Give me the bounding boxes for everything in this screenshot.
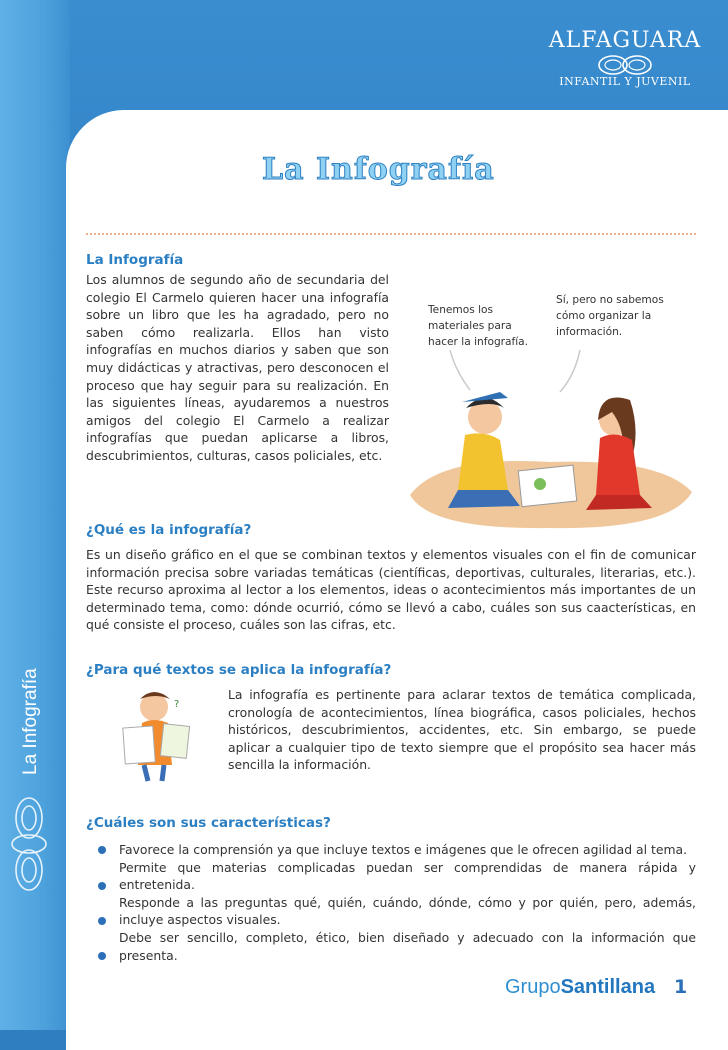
speech-bubble-girl: Sí, pero no sabemos cómo organizar la información. <box>556 294 664 338</box>
sidebar-label: La Infografía <box>20 668 41 775</box>
intro-heading: La Infografía <box>86 252 184 268</box>
publisher-logo <box>540 28 710 88</box>
kid-with-paper-icon <box>118 685 198 785</box>
brand-subtitle: INFANTIL Y JUVENIL <box>559 75 691 88</box>
use-paragraph: La infografía es pertinente para aclarar textos de temática complicada, cronología de acontecimientos, línea biográfica, casos policiales, hechos históricos, descubrimientos, accidentes, etc. Sin embargo, se puede aplicar a cualquier tipo de texto siempre que el propósito sea hacer más sencilla la información. <box>228 687 696 773</box>
list-item: Responde a las preguntas qué, quién, cuándo, dónde, cómo y por quién, pero, además, incluye aspectos visuales. <box>96 894 696 929</box>
page-title: La Infografía <box>262 152 495 187</box>
kid-reading-illustration <box>118 685 198 785</box>
list-item: Permite que materias complicadas puedan ser comprendidas de manera rápida y entretenida. <box>96 859 696 894</box>
what-heading: ¿Qué es la infografía? <box>86 522 252 538</box>
features-list <box>96 841 696 964</box>
knot-emblem-icon <box>8 790 50 900</box>
use-heading: ¿Para qué textos se aplica la infografía? <box>86 662 392 678</box>
intro-paragraph: Los alumnos de segundo año de secundaria del colegio El Carmelo quieren hacer una infografía sobre un libro que les ha agradado, pero no saben cómo realizarla. Ellos han visto infografías en muchos diarios y saben que son muy didácticas y atractivas, pero desconocen el proceso que hay seguir para su realización. En las siguientes líneas, ayudaremos a nuestros amigos del colegio El Carmelo a realizar infografías que puedan aplicarse a libros, descubrimientos, culturas, casos policiales, etc. <box>86 272 389 463</box>
list-item: Debe ser sencillo, completo, ético, bien diseñado y adecuado con la información que presenta. <box>96 929 696 964</box>
features-heading: ¿Cuáles son sus características? <box>86 815 331 831</box>
title-divider <box>86 233 696 235</box>
footer-brand: GrupoSantillana <box>505 976 656 998</box>
bullet-icon <box>98 917 106 925</box>
what-paragraph: Es un diseño gráfico en el que se combinan textos y elementos visuales con el fin de comunicar información precisa sobre variadas temáticas (científicas, deportivas, culturales, literarias, etc.). Este recurso aproxima al lector a los elementos, ideas o acontecimientos más importantes de un determinado tema, como: dónde ocurrió, cómo se llevó a cabo, cuáles son sus caacterísticas, en qué consiste el proceso, cuáles son las cifras, etc. <box>86 547 696 633</box>
bullet-icon <box>98 882 106 890</box>
list-item: Favorece la comprensión ya que incluye textos e imágenes que le ofrecen agilidad al tema. <box>96 841 696 859</box>
svg-text:?: ? <box>174 699 180 710</box>
bullet-icon <box>98 952 106 960</box>
bullet-icon <box>98 846 106 854</box>
brand-name: ALFAGUARA <box>548 28 702 53</box>
speech-bubble-boy: Tenemos los materiales para hacer la infografía. <box>428 304 529 348</box>
knot-logo-icon <box>595 52 655 78</box>
page-number: 1 <box>674 976 688 998</box>
